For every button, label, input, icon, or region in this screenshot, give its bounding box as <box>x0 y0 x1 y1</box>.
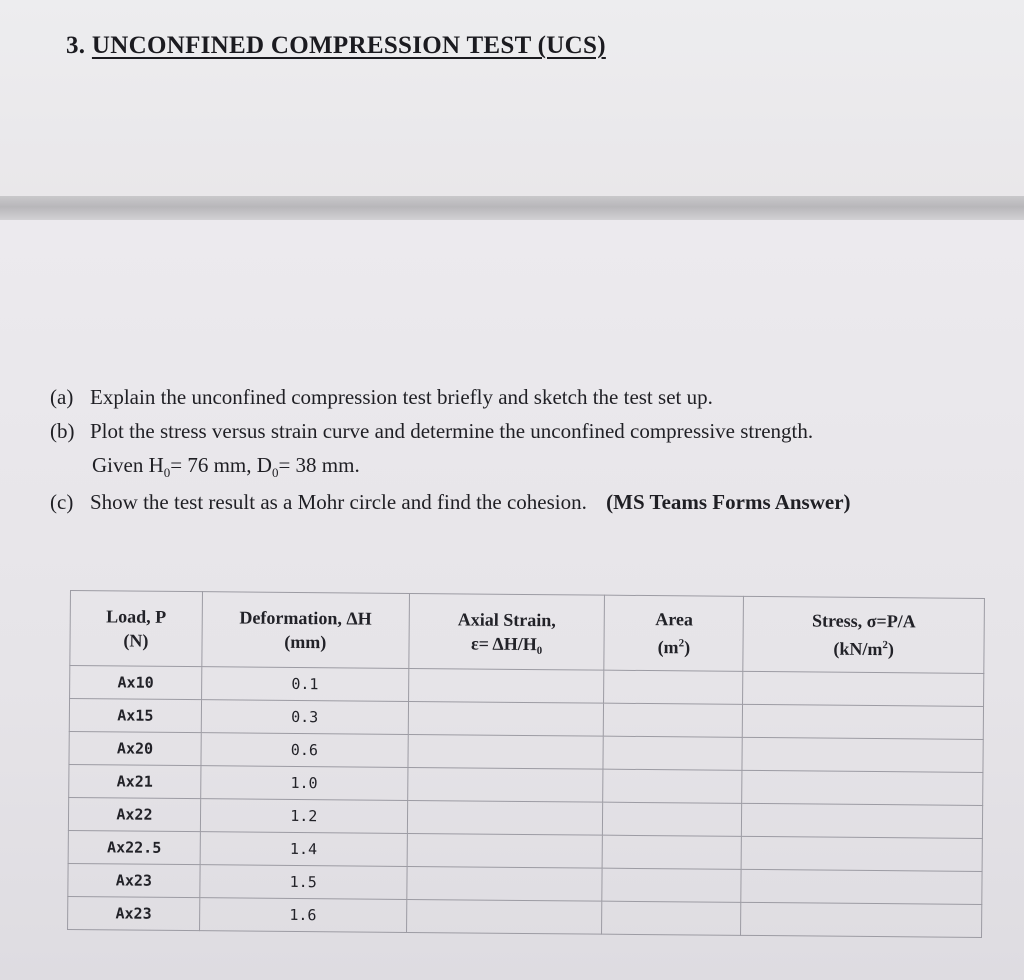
cell-load: Ax15 <box>69 699 201 733</box>
cell-strain <box>407 767 603 802</box>
header-deformation: Deformation, ΔH (mm) <box>202 592 409 669</box>
cell-load: Ax22 <box>68 797 200 831</box>
cell-area <box>603 835 742 869</box>
cell-strain <box>406 899 602 934</box>
cell-area <box>603 802 742 836</box>
cell-area <box>602 868 741 902</box>
cell-load: Ax10 <box>70 666 202 700</box>
ucs-data-table <box>67 590 985 938</box>
cell-load: Ax23 <box>68 863 200 897</box>
cell-strain <box>408 734 604 769</box>
header-axial-strain: Axial Strain, ε= ΔH/H₀ <box>409 593 605 670</box>
data-table-container <box>67 590 985 938</box>
cell-stress <box>743 671 984 706</box>
cell-stress <box>742 737 983 772</box>
cell-area <box>602 901 741 935</box>
cell-area <box>604 703 743 737</box>
cell-strain <box>406 866 602 901</box>
cell-stress <box>743 704 984 739</box>
question-c-label: (c) <box>50 490 74 514</box>
cell-load: Ax22.5 <box>68 830 200 864</box>
cell-strain <box>408 668 604 703</box>
section-heading <box>66 32 606 60</box>
cell-load: Ax21 <box>69 764 201 798</box>
ms-teams-note: (MS Teams Forms Answer) <box>606 490 851 514</box>
cell-deformation: 1.4 <box>200 832 407 867</box>
cell-strain <box>407 833 603 868</box>
question-b <box>50 419 813 444</box>
question-a-label: (a) <box>50 385 74 409</box>
cell-deformation: 1.0 <box>201 766 408 801</box>
cell-stress <box>742 770 983 805</box>
question-b-text: Plot the stress versus strain curve and determine the unconfined compressive strength. <box>90 419 814 443</box>
question-c-text: Show the test result as a Mohr circle and find the cohesion. <box>90 490 587 514</box>
cell-stress <box>741 902 982 937</box>
header-stress: Stress, σ=P/A $(kN/m^2)$ <box>743 596 984 673</box>
cell-deformation: 1.5 <box>200 865 407 900</box>
cell-load: Ax23 <box>68 896 200 930</box>
section-title: UNCONFINED COMPRESSION TEST (UCS) <box>91 32 606 59</box>
page-divider-band <box>0 196 1024 220</box>
cell-area <box>603 769 742 803</box>
cell-deformation: 1.6 <box>199 898 406 933</box>
table-header-row <box>70 591 985 674</box>
header-load: Load, P (N) <box>70 591 203 667</box>
cell-load: Ax20 <box>69 731 201 765</box>
cell-deformation: 0.6 <box>201 733 408 768</box>
cell-stress <box>741 836 982 871</box>
header-area: Area $(m^2)$ <box>604 595 743 671</box>
cell-stress <box>741 869 982 904</box>
question-b-label: (b) <box>50 419 75 443</box>
page-upper <box>0 0 1024 196</box>
cell-deformation: 0.1 <box>201 667 408 702</box>
cell-stress <box>742 803 983 838</box>
cell-strain <box>408 701 604 736</box>
given-values: Given $H_0= 76$ mm, $D_0= 38$ mm. <box>92 453 360 481</box>
section-number: 3. <box>66 32 86 59</box>
question-a <box>50 385 713 410</box>
question-a-text: Explain the unconfined compression test briefly and sketch the test set up. <box>90 385 713 409</box>
cell-area <box>603 736 742 770</box>
question-c <box>50 490 851 515</box>
cell-deformation: 0.3 <box>201 700 408 735</box>
cell-strain <box>407 800 603 835</box>
cell-area <box>604 670 743 704</box>
cell-deformation: 1.2 <box>200 799 407 834</box>
